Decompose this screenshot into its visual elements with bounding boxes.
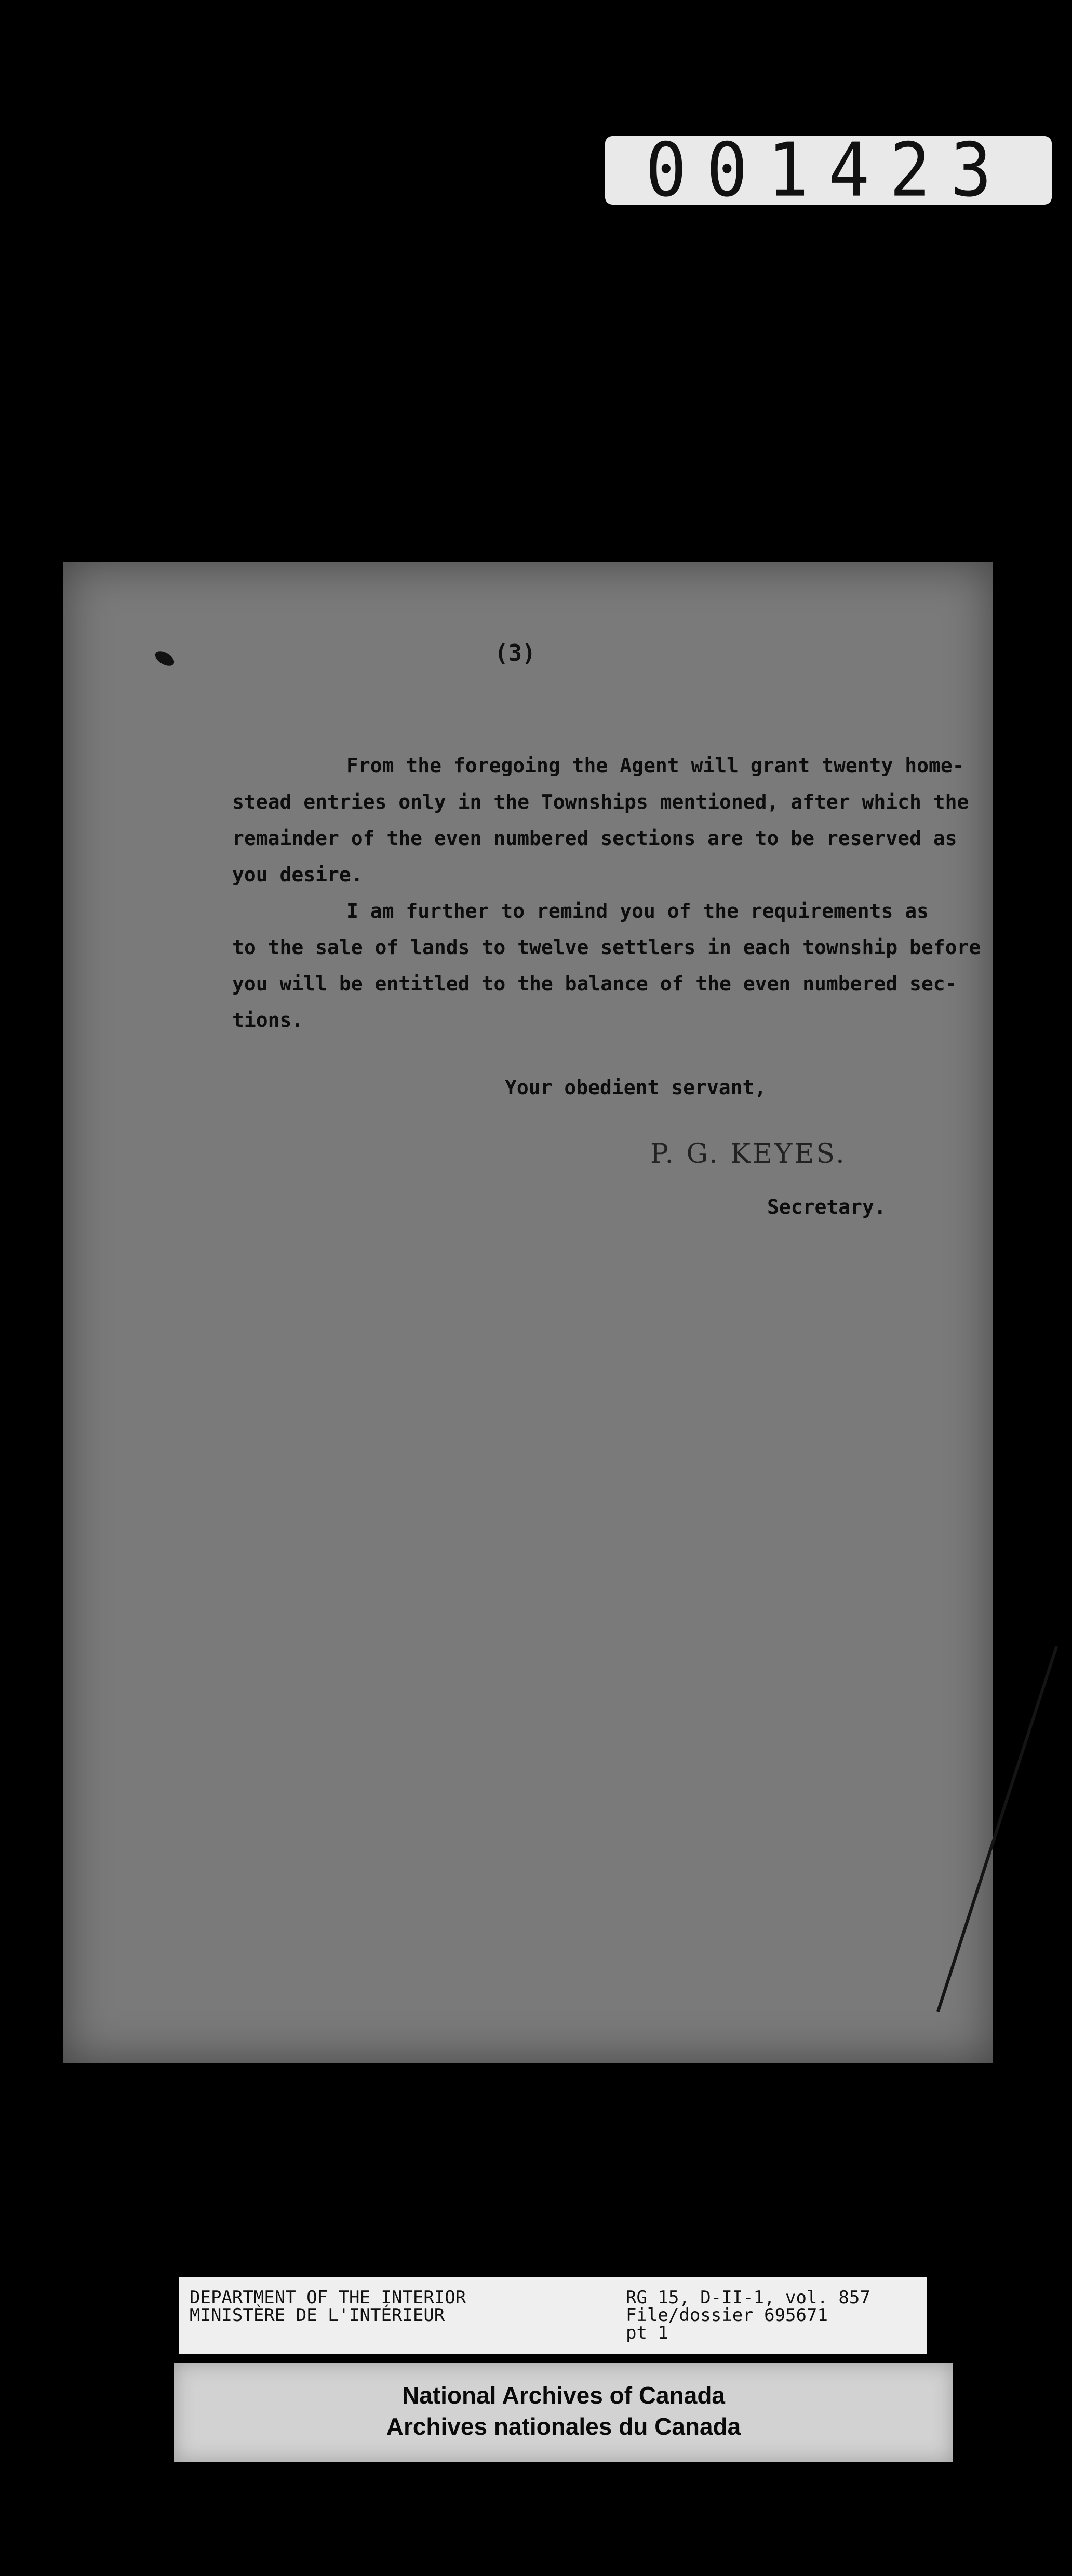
body-line: to the sale of lands to twelve settlers in each township before bbox=[232, 936, 981, 959]
archive-reference-label bbox=[179, 2277, 927, 2354]
frame-number: 001423 bbox=[645, 127, 1012, 214]
ink-smudge bbox=[153, 648, 177, 668]
body-line: remainder of the even numbered sections are to be reserved as bbox=[232, 827, 957, 850]
body-line: stead entries only in the Townships mentioned, after which the bbox=[232, 790, 969, 813]
archives-name-french: Archives nationales du Canada bbox=[386, 2413, 741, 2440]
file-reference: File/dossier 695671 bbox=[626, 2305, 828, 2326]
body-line: you desire. bbox=[232, 863, 363, 886]
body-line: tions. bbox=[232, 1009, 304, 1031]
department-french: MINISTÈRE DE L'INTÉRIEUR bbox=[190, 2305, 445, 2326]
archives-banner bbox=[174, 2363, 953, 2462]
body-line: From the foregoing the Agent will grant twenty home- bbox=[346, 754, 964, 777]
page-fold-line bbox=[936, 1646, 1058, 2013]
page-number: (3) bbox=[494, 640, 536, 666]
closing: Your obedient servant, bbox=[505, 1076, 767, 1099]
letter-page bbox=[63, 562, 993, 2063]
record-group-reference: RG 15, D-II-1, vol. 857 bbox=[626, 2287, 870, 2308]
body-line: I am further to remind you of the requirements as bbox=[346, 900, 929, 922]
signature-stamp: P. G. KEYES. bbox=[650, 1138, 847, 1170]
department-english: DEPARTMENT OF THE INTERIOR bbox=[190, 2287, 466, 2308]
archives-name-english: National Archives of Canada bbox=[401, 2382, 725, 2409]
signatory-title: Secretary. bbox=[767, 1196, 886, 1218]
body-line: you will be entitled to the balance of the even numbered sec- bbox=[232, 972, 957, 995]
part-reference: pt 1 bbox=[626, 2323, 668, 2343]
frame-number-label bbox=[605, 127, 1052, 214]
